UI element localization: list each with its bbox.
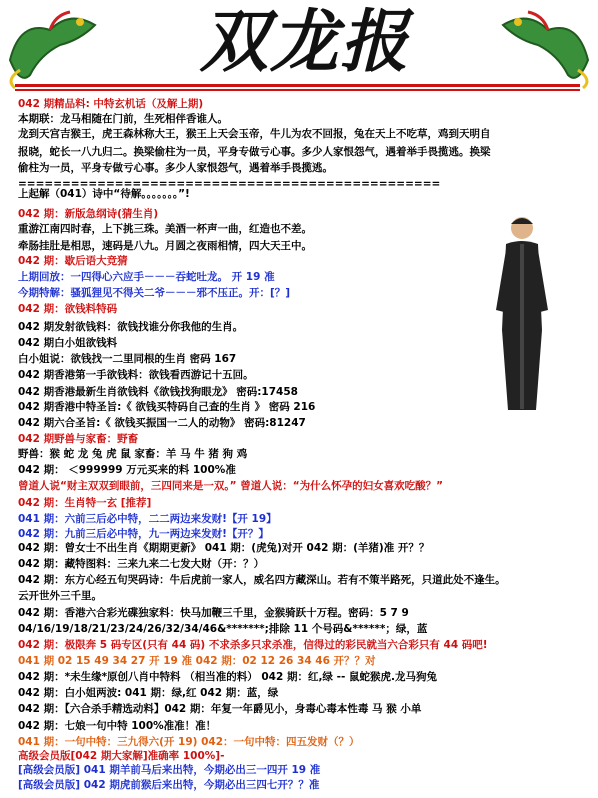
text-segment: 041 期：一句中特：三九得六(开 19) 042：一句中特：四五发财（？）	[18, 736, 360, 748]
text-segment: 042 期：香港六合彩光碟独家料：快马加鞭三千里，金猴骑跃十万程。密码：5 7 9	[18, 607, 409, 619]
text-line-l29	[18, 556, 588, 572]
text-segment: 重游江南四时春，上下挑三珠。美酒一杯声一曲，红造也不差。	[18, 223, 312, 235]
text-segment: 042 期：歇后语大竞猜	[18, 255, 128, 267]
text-line-l23	[18, 462, 588, 478]
text-line-l38	[18, 701, 588, 717]
text-line-l43	[18, 777, 588, 793]
text-segment: 042 期：东方心经五句哭码诗：牛后虎前一家人，威名四方藏深山。若有不策半路死，只道此处不逢生。	[18, 574, 506, 586]
text-segment: 042 期白小姐欲钱料	[18, 337, 118, 349]
text-segment: 042 期：生肖特一玄 [推荐]	[18, 497, 152, 509]
text-line-l20	[18, 415, 588, 431]
text-line-l42	[18, 762, 588, 778]
text-line-l14	[18, 319, 588, 335]
text-segment: 042 期：【六合杀手精选动料】042 期：年复一年爵见小，身毒心毒本性毒 马 猴 小单	[18, 703, 422, 715]
text-line-l11	[18, 269, 588, 285]
text-segment: 042 期：藏特图料：三来九来二七发大财（开：？）	[18, 558, 265, 570]
text-segment: 042 期野兽与家畜：野畜	[18, 433, 139, 445]
text-line-l33	[18, 621, 588, 637]
text-segment: 今期特解：骚狐狸见不得关二爷－－－邪不压正。开：[？]	[18, 287, 291, 299]
text-line-l34	[18, 637, 588, 653]
text-line-l32	[18, 605, 588, 621]
page-title: 双龙报	[199, 2, 410, 82]
text-line-l6	[18, 186, 588, 202]
text-segment: 本期联：龙马相随在门前，生死相伴香谁人。	[18, 113, 228, 125]
text-line-l36	[18, 669, 588, 685]
text-segment: 041 期：六前三后必中特，二二两边来发财!【开 19】	[18, 513, 277, 525]
text-segment: 042 期香港第一手欲钱料：欲钱看西游记十五回。	[18, 369, 254, 381]
text-line-l21	[18, 431, 588, 447]
text-line-l10	[18, 253, 588, 269]
text-segment: 042 期香港中特圣旨:《 欲钱买特码自己查的生肖 》 密码 216	[18, 401, 316, 413]
text-line-l18	[18, 384, 588, 400]
text-line-l0	[18, 96, 588, 112]
text-line-l22	[18, 446, 588, 462]
text-segment: 白小姐说：欲钱找一二里同根的生肖 密码 167	[18, 353, 237, 365]
text-segment: 042 期精品料:	[18, 98, 90, 110]
text-segment: 04/16/19/18/21/23/24/26/32/34/46&*******;排除 11 个号码&******；绿，蓝	[18, 623, 428, 635]
text-line-l28	[18, 540, 588, 556]
text-line-l17	[18, 367, 588, 383]
text-line-l39	[18, 718, 588, 734]
text-line-l8	[18, 221, 588, 237]
text-segment: 042 期：极限奔 5 码专区(只有 44 码) 不求杀多只求杀准，信得过的彩民就当六合彩只有 44 码吧!	[18, 639, 488, 651]
header-rule-top	[15, 84, 580, 87]
text-segment: 042 期：曾女士不出生肖《期期更新》 041 期：(虎兔)对开 042 期：(羊猪)准 开？？	[18, 542, 430, 554]
text-line-l13	[18, 301, 588, 317]
text-line-l9	[18, 238, 588, 254]
text-segment: 042 期： ＜999999 万元买来的料 100%准	[18, 464, 236, 476]
text-line-l12	[18, 285, 588, 301]
text-line-l16	[18, 351, 588, 367]
text-segment: 042 期：白小姐两波: 041 期：绿,红 042 期：蓝，绿	[18, 687, 279, 699]
text-line-l3	[18, 144, 588, 160]
text-line-l2	[18, 126, 588, 142]
text-segment: 042 期香港最新生肖欲钱料《欲钱找狗眼龙》 密码:17458	[18, 386, 298, 398]
text-segment: 上期回放：一四得心六应手－－－吞蛇吐龙。 开 19 准	[18, 271, 275, 283]
text-line-l30	[18, 572, 588, 588]
text-segment: 偷柱为一员，平身专做亏心事。多少人家恨怨气，遇着举手畏揽逃。	[18, 162, 333, 174]
text-line-l1	[18, 111, 588, 127]
text-segment: ================================================	[18, 178, 441, 190]
text-line-l4	[18, 160, 588, 176]
text-line-l35	[18, 653, 588, 669]
text-segment: 野兽：猴 蛇 龙 兔 虎 鼠 家畜：羊 马 牛 猪 狗 鸡	[18, 448, 248, 460]
text-line-l19	[18, 399, 588, 415]
text-segment: 042 期：九前三后必中特，九一两边来发财!【开？】	[18, 528, 269, 540]
text-segment: 042 期发射欲钱料：欲钱找谁分你我他的生肖。	[18, 321, 244, 333]
text-segment: 041 期 02 15 49 34 27 开 19 准 042 期：02 12 26 34 46 开？？对	[18, 655, 376, 667]
dragon-left-icon	[0, 0, 115, 90]
text-segment: 042 期：*未生缘*原创八肖中特料 （相当准的料） 042 期：红,绿 -- 鼠蛇猴虎.龙马狗兔	[18, 671, 437, 683]
text-line-l15	[18, 335, 588, 351]
text-segment: 042 期：欲钱料特码	[18, 303, 118, 315]
text-segment: 042 期：新版急纲诗(猜生肖)	[18, 208, 159, 220]
text-segment: 中特玄机话（及解上期)	[89, 98, 204, 110]
text-segment: 042 期：七娘一句中特 100%准准！准！	[18, 720, 217, 732]
text-segment: 042 期六合圣旨:《 欲钱买振国一二人的动物》 密码:81247	[18, 417, 306, 429]
text-line-l24	[18, 478, 588, 494]
text-line-l7	[18, 206, 588, 222]
text-segment: 牵肠挂肚是相思，速码是八九。月圆之夜雨相情，四大天王中。	[18, 240, 312, 252]
text-segment: 云开世外三千里。	[18, 590, 102, 602]
text-segment: 高级会员版[042 期大家解]准确率 100%]-	[18, 750, 225, 762]
text-line-l31	[18, 588, 588, 604]
text-segment: 报晓，蛇长一八九归二。换梁偷柱为一员，平身专做亏心事。多少人家恨怨气，遇着举手畏揽逃。换梁	[18, 146, 491, 158]
text-segment: 曾道人说“财主双双到眼前，三四同来是一双。” 曾道人说：“为什么怀孕的妇女喜欢吃酸？”	[18, 480, 444, 492]
header-rule-bottom	[15, 89, 580, 91]
text-line-l25	[18, 495, 588, 511]
text-segment: [高级会员版] 041 期羊前马后来出特，今期必出三一四开 19 准	[18, 764, 321, 776]
dragon-right-icon	[483, 0, 598, 90]
text-segment: [高级会员版] 042 期虎前猴后来出特，今期必出三四七开？？准	[18, 779, 320, 791]
header	[0, 0, 598, 92]
text-segment: 龙到天宫吉猴王，虎王森林称大王，猴王上天会玉帝，牛儿为农不回报，兔在天上不吃草，鸡到天明自	[18, 128, 491, 140]
text-line-l26	[18, 511, 588, 527]
text-line-l37	[18, 685, 588, 701]
text-segment: 上起解（041）诗中“待解。。。。。。。”!	[18, 188, 190, 200]
